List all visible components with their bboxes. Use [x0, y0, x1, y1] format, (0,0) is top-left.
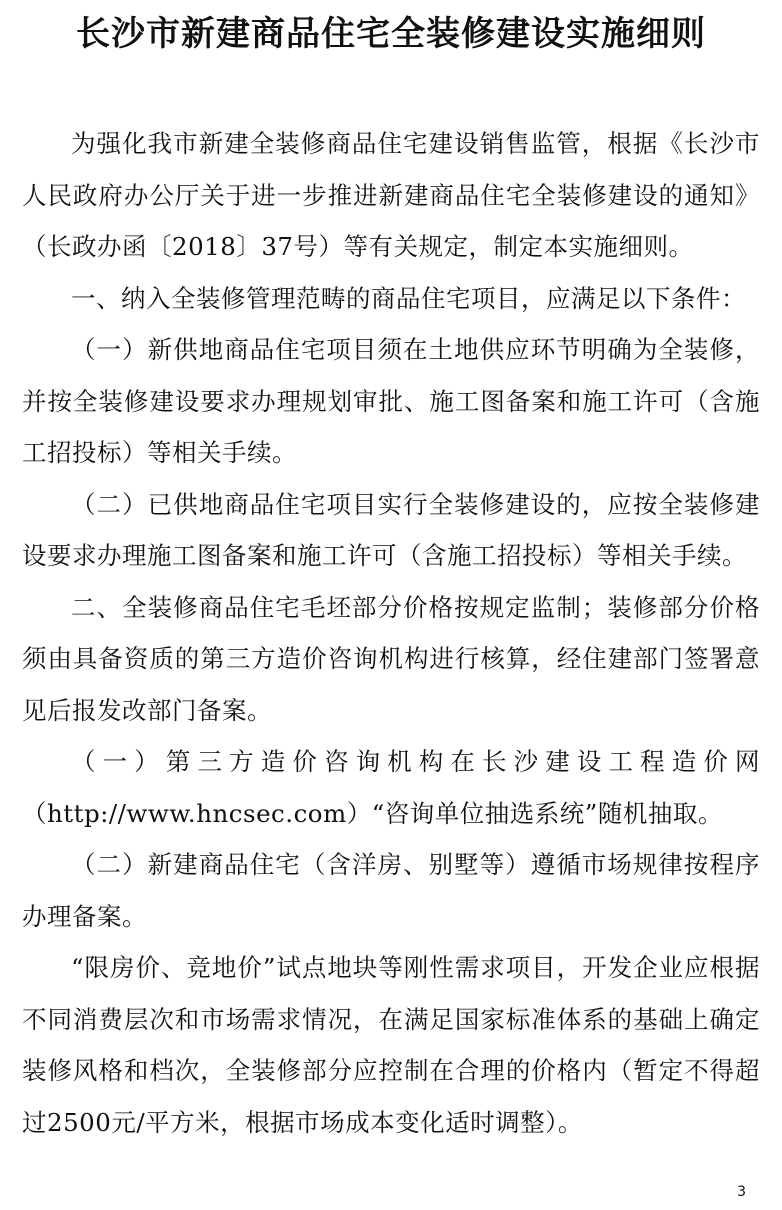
paragraph-section-1-item-2: （二）已供地商品住宅项目实行全装修建设的，应按全装修建设要求办理施工图备案和施工许可（含施工招投标）等相关手续。 — [22, 489, 760, 570]
paragraph-price-limit: “限房价、竞地价”试点地块等刚性需求项目，开发企业应根据不同消费层次和市场需求情况，在满足国家标准体系的基础上确定装修风格和档次，全装修部分应控制在合理的价格内（暂定不得超过2500元/平方米，根据市场成本变化适时调整）。 — [22, 953, 760, 1137]
page-number: 3 — [737, 1184, 746, 1200]
paragraph-section-2-item-1: （一）第三方造价咨询机构在长沙建设工程造价网（http://www.hncsec.com）“咨询单位抽选系统”随机抽取。 — [22, 747, 760, 828]
document-body — [22, 118, 760, 1148]
paragraph-section-1-item-1: （一）新供地商品住宅项目须在土地供应环节明确为全装修，并按全装修建设要求办理规划审批、施工图备案和施工许可（含施工招投标）等相关手续。 — [22, 335, 760, 467]
paragraph-section-1: 一、纳入全装修管理范畴的商品住宅项目，应满足以下条件： — [71, 283, 746, 313]
paragraph-section-2-item-2: （二）新建商品住宅（含洋房、别墅等）遵循市场规律按程序办理备案。 — [22, 850, 760, 931]
paragraph-section-2: 二、全装修商品住宅毛坯部分价格按规定监制；装修部分价格须由具备资质的第三方造价咨询机构进行核算，经住建部门签署意见后报发改部门备案。 — [22, 592, 760, 725]
document-title: 长沙市新建商品住宅全装修建设实施细则 — [76, 14, 706, 54]
paragraph-intro: 为强化我市新建全装修商品住宅建设销售监管，根据《长沙市人民政府办公厅关于进一步推进新建商品住宅全装修建设的通知》（长政办函〔2018〕37号）等有关规定，制定本实施细则。 — [22, 129, 760, 261]
